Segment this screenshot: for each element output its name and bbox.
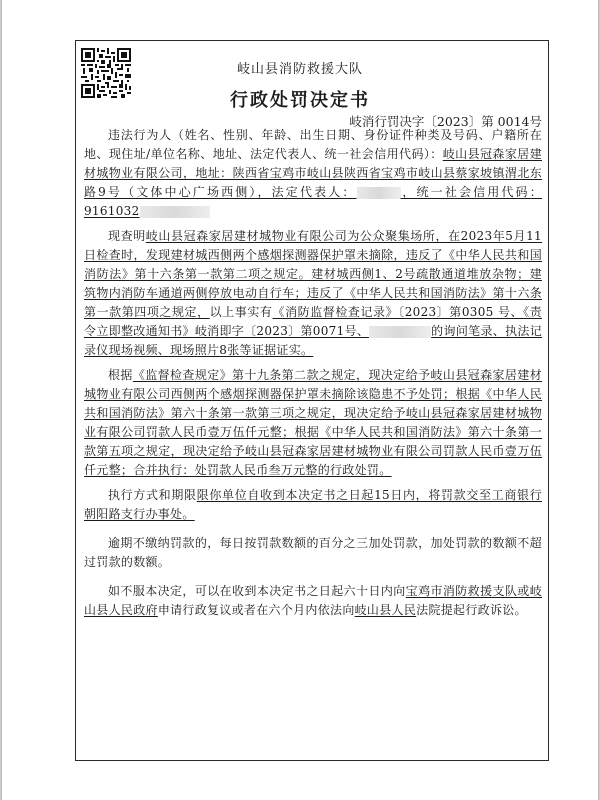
appeal-middle: 申请行政复议或者在六个月内依法向 [157, 603, 355, 617]
execution-lead: 执行方式和期限 [108, 488, 197, 502]
document-number: 岐消行罚决字〔2023〕第 0014号 [349, 114, 542, 129]
paragraph-late-penalty: 逾期不缴纳罚款的，每日按罚款数额的百分之三加处罚款，加处罚款的数额不超过罚款的数额。 [84, 536, 542, 569]
decision-content: 《监督检查规定》第十九条第二款之规定，现决定给予岐山县冠森家居建材城物业有限公司西侧两个感烟探测器保护罩未摘除该隐患不予处罚；根据《中华人民共和国消防法》第六十条第一款第三项之规定，现决定给予岐山县冠森家居建材城物业有限公司罚款人民币壹万伍仟元整；根据《中华人民共和国消防法》第六十条第一款第五项之规定，现决定给予岐山县冠森家居建材城物业有限公司罚款人民币壹万伍仟元整；合并执行：处罚款人民币叁万元整的行政处罚。 [84, 368, 542, 477]
paragraph-appeal [84, 582, 542, 620]
agency-name: 岐山县消防救援大队 [236, 62, 363, 77]
evidence-lead: 以上事实有 [209, 305, 273, 319]
paragraph-offender [84, 126, 542, 221]
facts-content: 岐山县冠森家居建材城物业有限公司为公众聚集场所，在2023年5月11日检查时，发现建材城西侧两个感烟探测器保护罩未摘除，违反了《中华人民共和国消防法》第十六条第一款第二项之规定。建材城西侧1、2号疏散通道堆放杂物；建筑物内消防车通道两侧停放电动自行车；违反了《中华人民共和国消防法》第十六条第一款第四项之规定， [84, 229, 542, 319]
appeal-end: 法院提起行政诉讼。 [416, 603, 527, 617]
offender-fields-label: 违法行为人（姓名、性别、年龄、出生日期、身份证件种类及号码、户籍所在地、现住址/单位名称、地址、法定代表人、统一社会信用代码）： [84, 128, 542, 161]
court-name: 岐山县人民 [354, 603, 417, 617]
document-body [84, 126, 542, 620]
offender-name-address: 岐山县冠森家居建材城物业有限公司，地址：陕西省宝鸡市岐山县陕西省宝鸡市岐山县蔡家坡镇渭北东路9号（文体中心广场西侧），法定代表人： [84, 147, 542, 199]
evidence-other: 的询问笔录、执法记录仪现场视频、现场照片8张等证据证实。 [84, 324, 542, 357]
paragraph-decision [84, 366, 542, 480]
execution-content: 限你单位自收到本决定书之日起15日内，将罚款交至工商银行朝阳路支行办事处。 [84, 488, 543, 521]
redacted-legal-rep [357, 187, 401, 199]
document-page [2, 0, 598, 800]
facts-lead: 现查明 [108, 229, 146, 243]
credit-code-label: ，统一社会信用代码： [400, 185, 542, 199]
paragraph-execution [84, 486, 542, 524]
redacted-person-name [369, 326, 431, 338]
redacted-credit-code [140, 206, 210, 218]
review-authority: 宝鸡市消防救援支队或岐山县人民政府 [84, 584, 542, 617]
document-title: 行政处罚决定书 [230, 90, 370, 111]
paragraph-facts [84, 227, 542, 360]
decision-lead: 根据 [108, 368, 133, 382]
appeal-lead: 如不服本决定，可以在收到本决定书之日起六十日内向 [108, 584, 406, 598]
evidence-records: 《消防监督检查记录》〔2023〕第0305 号、《责令立即整改通知书》岐消即字〔2023〕第0071号、 [84, 305, 542, 338]
credit-code-value: 9161032 [84, 204, 140, 218]
